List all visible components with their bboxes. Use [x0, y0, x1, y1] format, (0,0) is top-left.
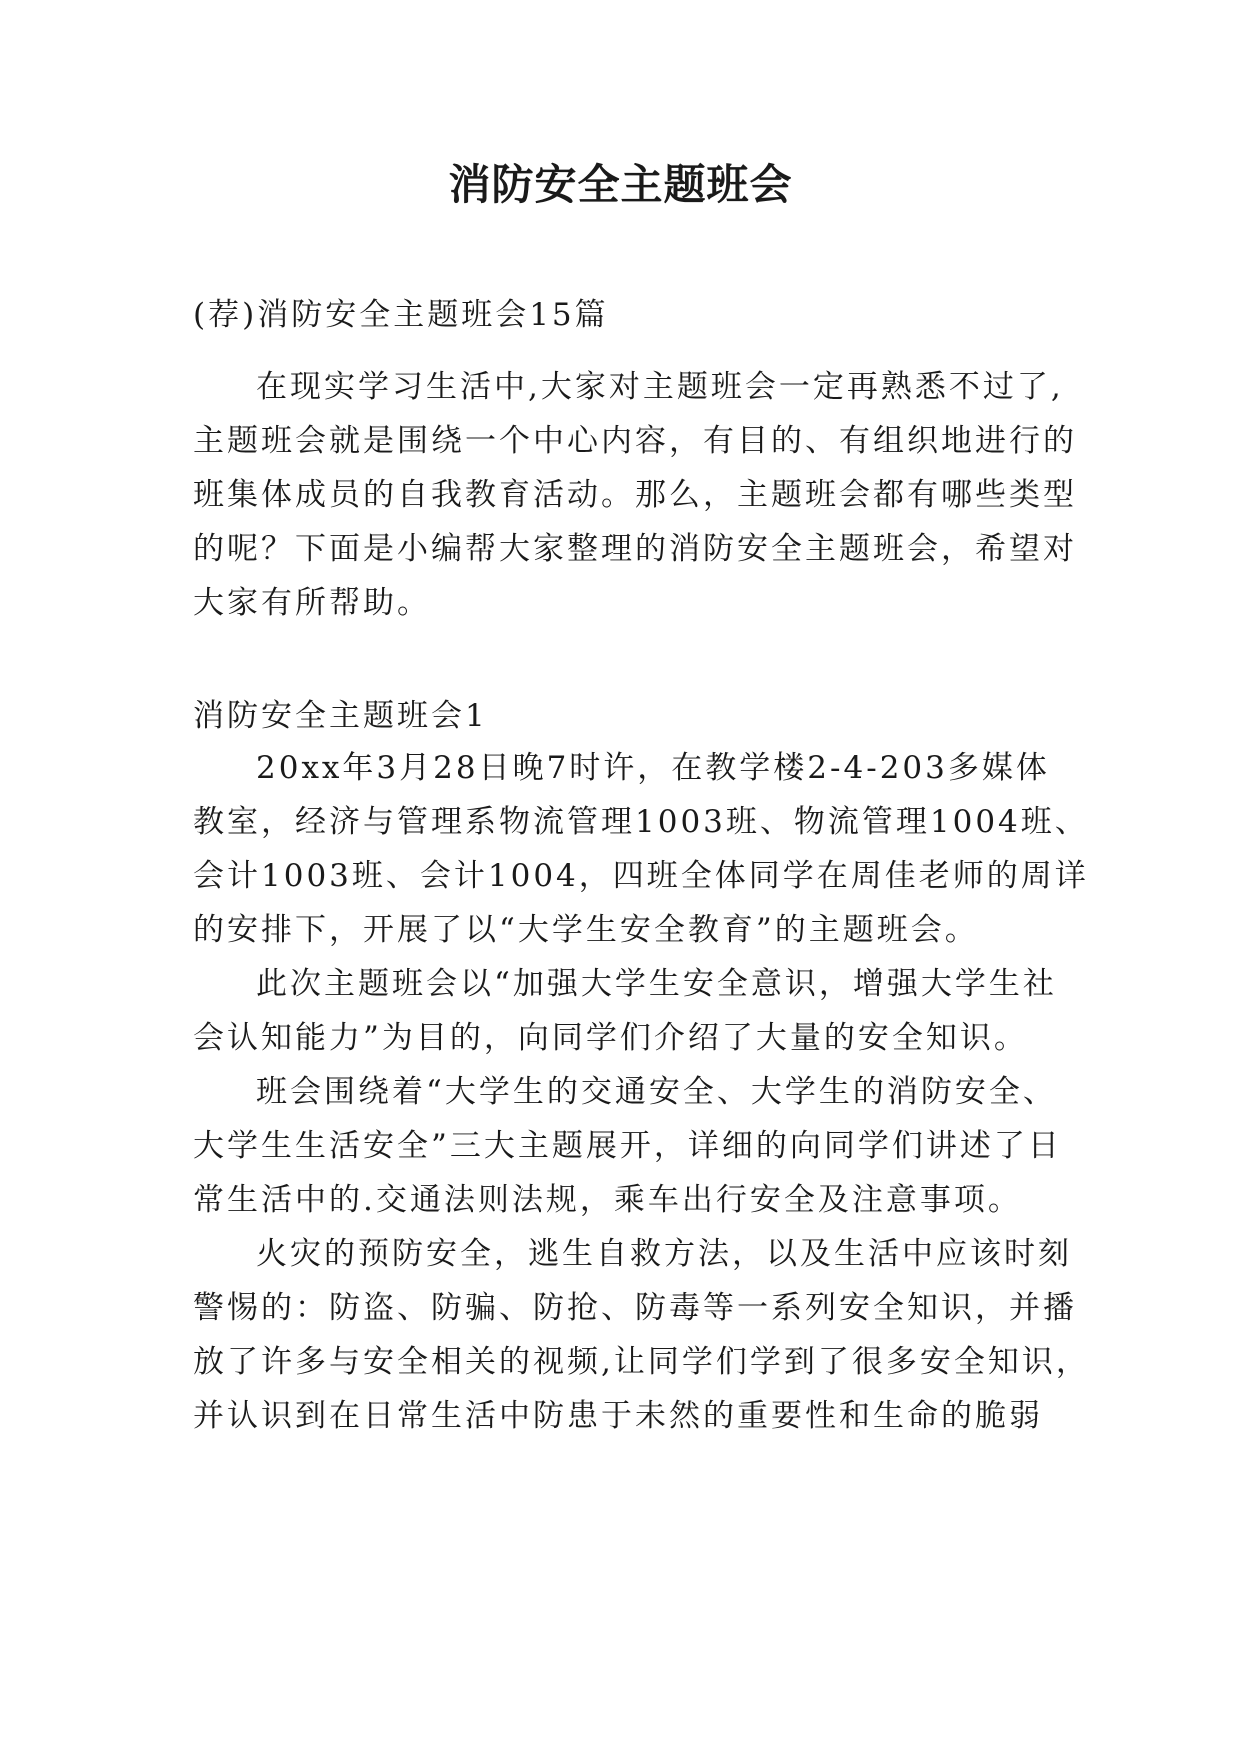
intro-line-4: 的呢？下面是小编帮大家整理的消防安全主题班会，希望对	[193, 531, 1077, 567]
paragraph-line: 并认识到在日常生活中防患于未然的重要性和生命的脆弱	[193, 1398, 1043, 1434]
paragraph-line: 会认知能力”为目的，向同学们介绍了大量的安全知识。	[193, 1020, 1028, 1056]
paragraph-line: 放了许多与安全相关的视频,让同学们学到了很多安全知识，	[193, 1344, 1090, 1380]
paragraph-line: 班会围绕着“大学生的交通安全、大学生的消防安全、	[256, 1074, 1057, 1110]
page-title: 消防安全主题班会	[448, 160, 793, 209]
intro-line-5: 大家有所帮助。	[193, 585, 431, 621]
section-heading: 消防安全主题班会1	[193, 698, 488, 734]
paragraph-line: 大学生生活安全”三大主题展开，详细的向同学们讲述了日	[193, 1128, 1062, 1164]
paragraph-line: 此次主题班会以“加强大学生安全意识，增强大学生社	[256, 966, 1057, 1002]
intro-line-2: 主题班会就是围绕一个中心内容，有目的、有组织地进行的	[193, 423, 1077, 459]
paragraph-line: 警惕的：防盗、防骗、防抢、防毒等一系列安全知识，并播	[193, 1290, 1077, 1326]
intro-line-1: 在现实学习生活中,大家对主题班会一定再熟悉不过了,	[256, 369, 1064, 405]
paragraph-line: 教室，经济与管理系物流管理1003班、物流管理1004班、	[193, 804, 1089, 840]
paragraph-line: 会计1003班、会计1004，四班全体同学在周佳老师的周详	[193, 858, 1089, 894]
intro-line-3: 班集体成员的自我教育活动。那么，主题班会都有哪些类型	[193, 477, 1077, 513]
paragraph-line: 火灾的预防安全，逃生自救方法，以及生活中应该时刻	[256, 1236, 1072, 1272]
paragraph-line: 20xx年3月28日晚7时许，在教学楼2-4-203多媒体	[256, 750, 1050, 786]
paragraph-line: 的安排下，开展了以“大学生安全教育”的主题班会。	[193, 912, 979, 948]
document-subtitle: (荐)消防安全主题班会15篇	[193, 297, 609, 333]
paragraph-line: 常生活中的.交通法则法规，乘车出行安全及注意事项。	[193, 1182, 1022, 1218]
